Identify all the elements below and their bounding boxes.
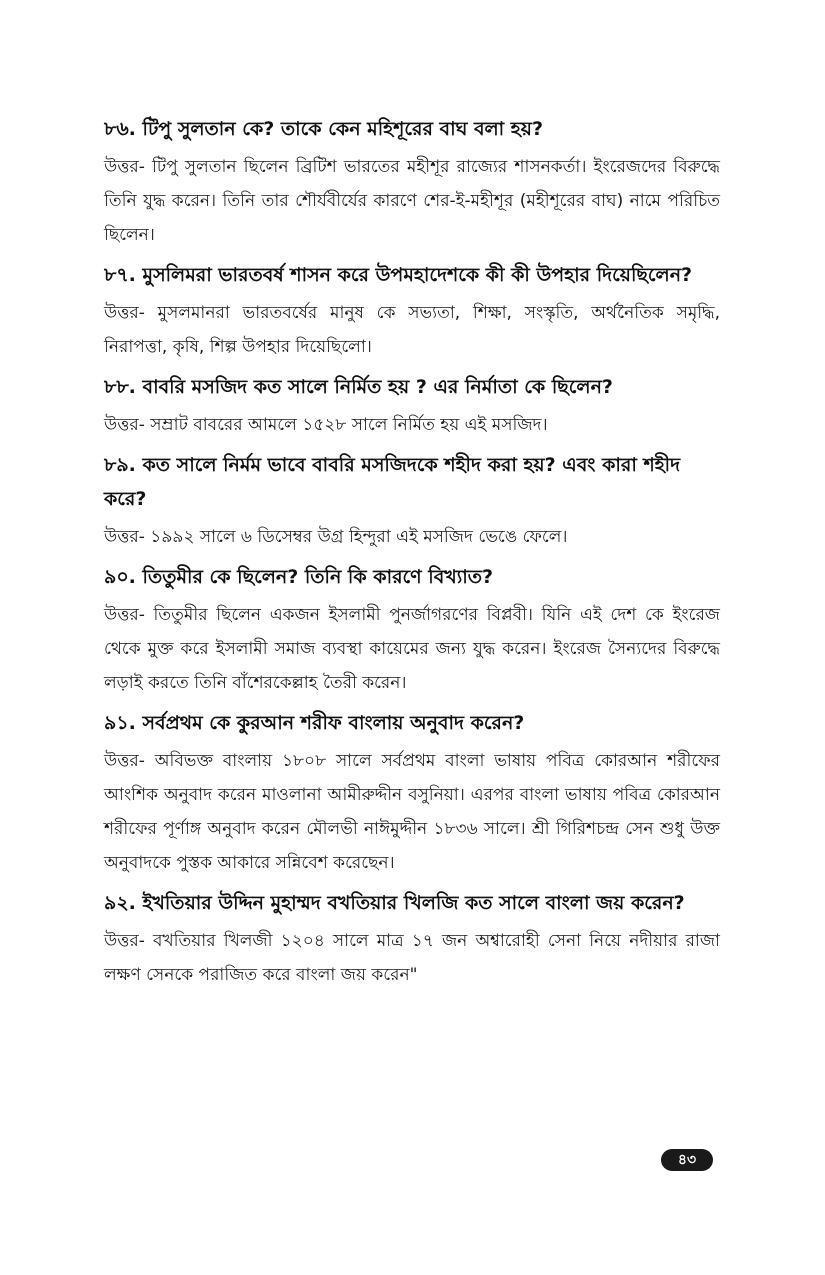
answer-91: উত্তর- অবিভক্ত বাংলায় ১৮০৮ সালে সর্বপ্রথম বাংলা ভাষায় পবিত্র কোরআন শরীফের আংশিক অনুবাদ করেন মাওলানা আমীরুদ্দীন বসুনিয়া। এরপর বাংলা ভাষায় পবিত্র কোরআন শরীফের পূর্ণাঙ্গ অনুবাদ করেন মৌলভী নাঈমুদ্দীন ১৮৩৬ সালে। শ্রী গিরিশচন্দ্র সেন শুধু উক্ত অনুবাদকে পুস্তক আকারে সন্নিবেশ করেছেন। (104, 751, 720, 873)
qa-item-90 (104, 560, 720, 700)
qa-item-86 (104, 112, 720, 252)
qa-item-87 (104, 258, 720, 364)
question-90: ৯০. তিতুমীর কে ছিলেন? তিনি কি কারণে বিখ্যাত? (104, 566, 494, 588)
qa-item-89 (104, 448, 720, 554)
page-number-badge: ৪৩ (661, 1149, 713, 1171)
qa-item-88 (104, 370, 720, 442)
answer-89: উত্তর- ১৯৯২ সালে ৬ ডিসেম্বর উগ্র হিন্দুরা এই মসজিদ ভেঙে ফেলে। (104, 527, 568, 547)
answer-87: উত্তর- মুসলমানরা ভারতবর্ষের মানুষ কে সভ্যতা, শিক্ষা, সংস্কৃতি, অর্থনৈতিক সমৃদ্ধি, নিরাপত্তা, কৃষি, শিল্প উপহার দিয়েছিলো। (104, 303, 720, 357)
answer-90: উত্তর- তিতুমীর ছিলেন একজন ইসলামী পুনর্জাগরণের বিপ্লবী। যিনি এই দেশ কে ইংরেজ থেকে মুক্ত করে ইসলামী সমাজ ব্যবস্থা কায়েমের জন্য যুদ্ধ করেন। ইংরেজ সৈন্যদের বিরুদ্ধে লড়াই করতে তিনি বাঁশেরকেল্লাহ তৈরী করেন। (104, 605, 720, 693)
question-91: ৯১. সর্বপ্রথম কে কুরআন শরীফ বাংলায় অনুবাদ করেন? (104, 712, 525, 734)
qa-item-91 (104, 706, 720, 880)
question-89: ৮৯. কত সালে নির্মম ভাবে বাবরি মসজিদকে শহীদ করা হয়? এবং কারা শহীদ করে? (104, 454, 681, 510)
qa-item-92 (104, 886, 720, 992)
answer-86: উত্তর- টিপু সুলতান ছিলেন ব্রিটিশ ভারতের মহীশূর রাজ্যের শাসনকর্তা। ইংরেজদের বিরুদ্ধে তিনি যুদ্ধ করেন। তিনি তার শৌর্যবীর্যের কারণে শের-ই-মহীশূর (মহীশূরের বাঘ) নামে পরিচিত ছিলেন। (104, 157, 720, 245)
question-87: ৮৭. মুসলিমরা ভারতবর্ষ শাসন করে উপমহাদেশকে কী কী উপহার দিয়েছিলেন? (104, 264, 693, 286)
question-88: ৮৮. বাবরি মসজিদ কত সালে নির্মিত হয় ? এর নির্মাতা কে ছিলেন? (104, 376, 613, 398)
question-86: ৮৬. টিপু সুলতান কে? তাকে কেন মহিশূরের বাঘ বলা হয়? (104, 118, 543, 140)
question-92: ৯২. ইখতিয়ার উদ্দিন মুহাম্মদ বখতিয়ার খিলজি কত সালে বাংলা জয় করেন? (104, 892, 685, 914)
answer-92: উত্তর- বখতিয়ার খিলজী ১২০৪ সালে মাত্র ১৭ জন অশ্বারোহী সেনা নিয়ে নদীয়ার রাজা লক্ষণ সেনকে পরাজিত করে বাংলা জয় করেন" (104, 931, 720, 985)
answer-88: উত্তর- সম্রাট বাবরের আমলে ১৫২৮ সালে নির্মিত হয় এই মসজিদ। (104, 415, 548, 435)
page-content (104, 112, 720, 998)
